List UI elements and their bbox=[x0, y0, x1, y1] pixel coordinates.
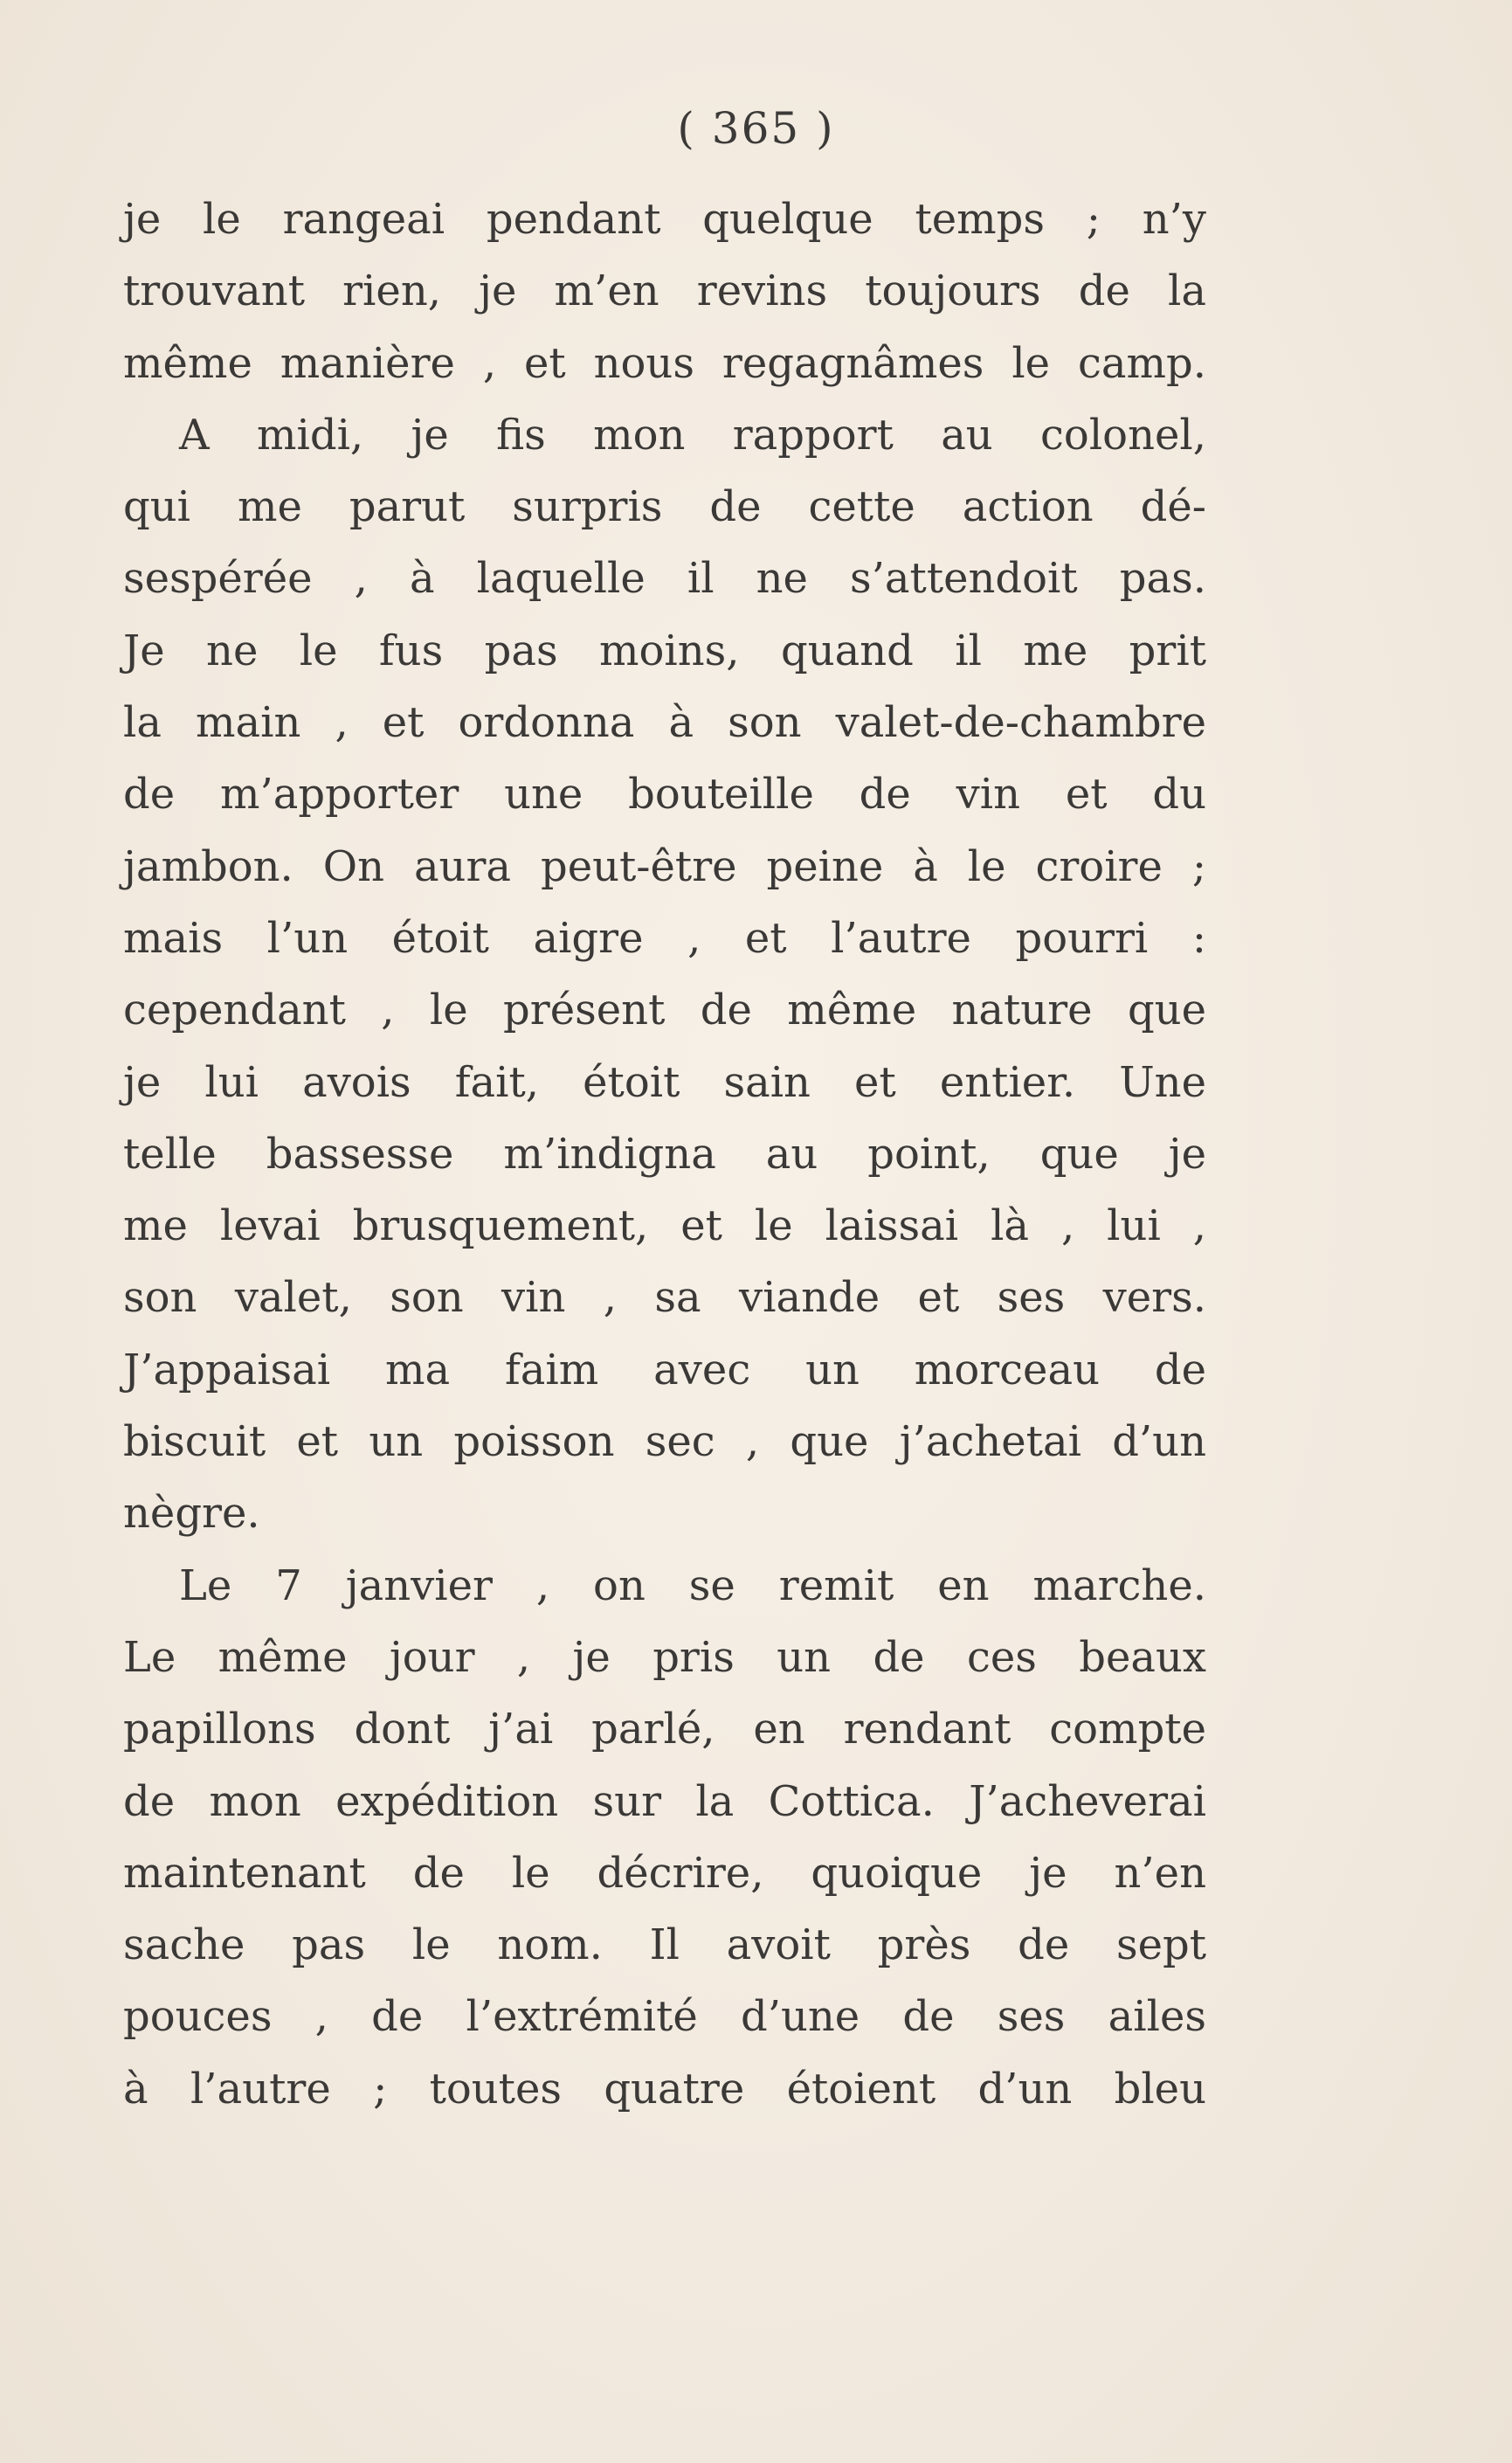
text-line: pouces , de l’extrémité d’une de ses ailes bbox=[123, 1992, 1206, 2042]
text-line: nègre. bbox=[123, 1489, 260, 1539]
text-line: son valet, son vin , sa viande et ses vers. bbox=[123, 1273, 1206, 1323]
text-line: qui me parut surpris de cette action dé- bbox=[123, 482, 1206, 532]
text-line: la main , et ordonna à son valet-de-chambre bbox=[123, 698, 1206, 748]
text-line: trouvant rien, je m’en revins toujours de la bbox=[123, 266, 1206, 316]
text-line: Je ne le fus pas moins, quand il me prit bbox=[123, 626, 1206, 675]
page-number-header: ( 365 ) bbox=[677, 103, 835, 154]
text-line: Le même jour , je pris un de ces beaux bbox=[123, 1632, 1206, 1682]
text-line: Le 7 janvier , on se remit en marche. bbox=[179, 1560, 1206, 1610]
text-line: sespérée , à laquelle il ne s’attendoit pas. bbox=[123, 554, 1206, 604]
text-line: papillons dont j’ai parlé, en rendant compte bbox=[123, 1705, 1206, 1754]
text-line: me levai brusquement, et le laissai là , lui , bbox=[123, 1201, 1206, 1251]
text-line: A midi, je fis mon rapport au colonel, bbox=[179, 410, 1206, 460]
text-line: maintenant de le décrire, quoique je n’en bbox=[123, 1848, 1206, 1898]
text-line: J’appaisai ma faim avec un morceau de bbox=[123, 1345, 1206, 1394]
text-line: de mon expédition sur la Cottica. J’acheverai bbox=[123, 1776, 1206, 1826]
text-line: cependant , le présent de même nature que bbox=[123, 986, 1206, 1035]
text-line: à l’autre ; toutes quatre étoient d’un bleu bbox=[123, 2064, 1206, 2114]
text-line: mais l’un étoit aigre , et l’autre pourri : bbox=[123, 913, 1206, 963]
text-line: sache pas le nom. Il avoit près de sept bbox=[123, 1920, 1206, 1970]
text-line: je le rangeai pendant quelque temps ; n’y bbox=[123, 195, 1206, 244]
text-line: telle bassesse m’indigna au point, que je bbox=[123, 1129, 1206, 1179]
text-line: biscuit et un poisson sec , que j’achetai d’un bbox=[123, 1417, 1206, 1467]
text-line: jambon. On aura peut-être peine à le croire ; bbox=[123, 841, 1206, 891]
text-line: même manière , et nous regagnâmes le camp. bbox=[123, 338, 1206, 388]
text-line: je lui avois fait, étoit sain et entier. Une bbox=[123, 1057, 1206, 1107]
text-line: de m’apporter une bouteille de vin et du bbox=[123, 770, 1206, 820]
page-body-text bbox=[123, 183, 1206, 2125]
